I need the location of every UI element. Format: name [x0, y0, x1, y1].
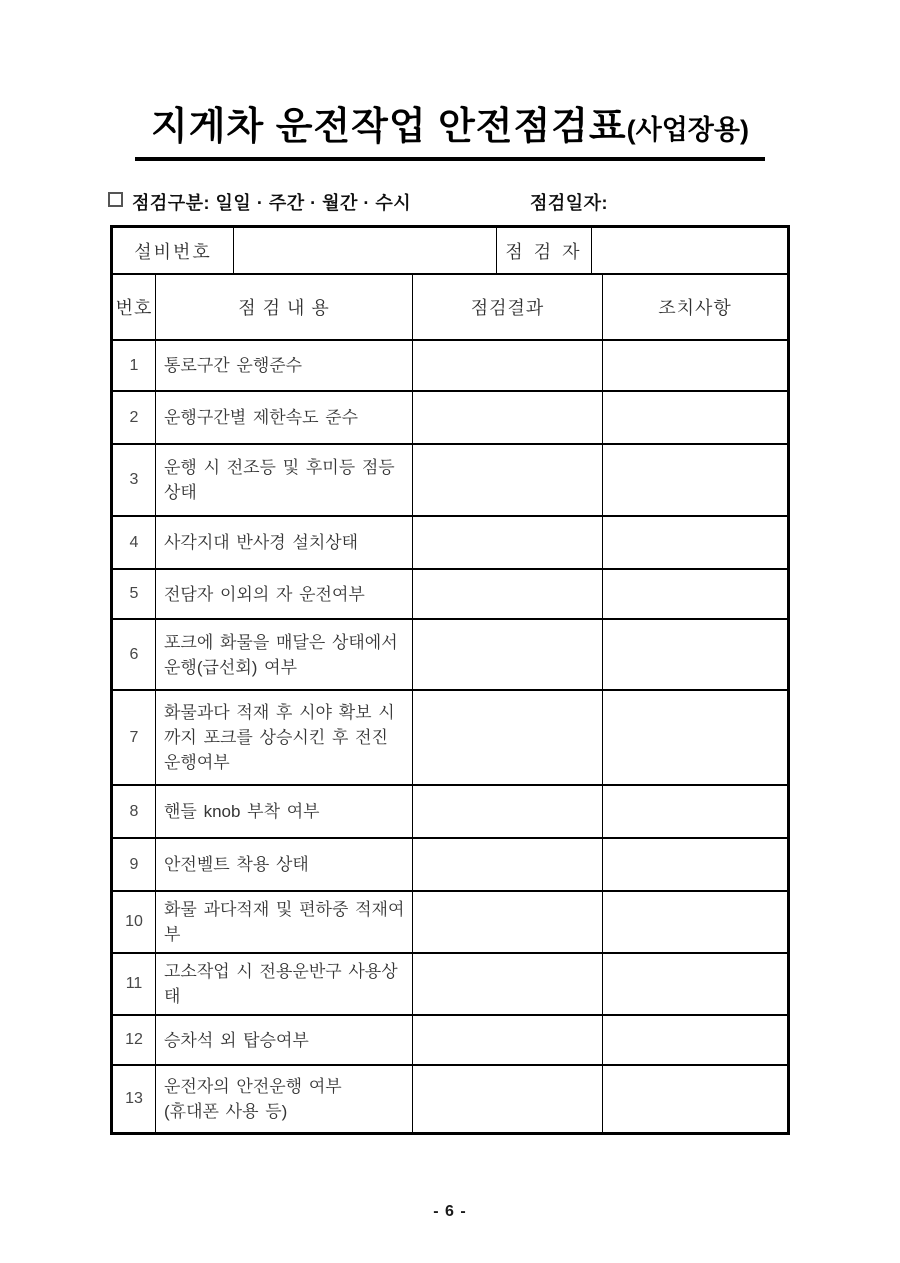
page-title-suffix: (사업장용) — [626, 115, 749, 145]
row-number: 5 — [129, 585, 139, 602]
row-number: 10 — [125, 913, 143, 930]
row-content: 전담자 이외의 자 운전여부 — [155, 570, 412, 618]
result-cell[interactable] — [412, 570, 602, 618]
row-content: 운행구간별 제한속도 준수 — [155, 392, 412, 443]
action-cell[interactable] — [602, 786, 787, 837]
title-underline — [135, 95, 765, 161]
action-cell[interactable] — [602, 839, 787, 890]
row-content: 운전자의 안전운행 여부 (휴대폰 사용 등) — [155, 1066, 412, 1132]
row-number: 4 — [129, 533, 139, 551]
page-number: - 6 - — [433, 1203, 467, 1220]
result-cell[interactable] — [412, 620, 602, 689]
table-row — [113, 618, 787, 689]
result-cell[interactable] — [412, 1066, 602, 1132]
inspection-type-label: 점검구분: 일일 · 주간 · 월간 · 수시 — [132, 193, 412, 213]
row-content: 안전벨트 착용 상태 — [155, 839, 412, 890]
table-header-row — [113, 273, 787, 339]
action-cell[interactable] — [602, 392, 787, 443]
equipment-number-field[interactable] — [233, 228, 496, 273]
result-cell[interactable] — [412, 392, 602, 443]
inspection-meta-line — [108, 189, 790, 213]
inspector-label: 점 검 자 — [496, 228, 591, 273]
result-cell[interactable] — [412, 445, 602, 515]
table-row — [113, 390, 787, 443]
page-title: 지게차 운전작업 안전점검표 — [151, 106, 627, 148]
row-number: 13 — [125, 1090, 143, 1107]
table-row — [113, 784, 787, 837]
action-cell[interactable] — [602, 570, 787, 618]
row-content: 운행 시 전조등 및 후미등 점등 상태 — [155, 445, 412, 515]
row-content: 승차석 외 탑승여부 — [155, 1016, 412, 1064]
table-row — [113, 443, 787, 515]
row-content: 핸들 knob 부착 여부 — [155, 786, 412, 837]
table-row — [113, 339, 787, 390]
action-cell[interactable] — [602, 341, 787, 390]
row-number: 2 — [129, 408, 139, 426]
row-number: 3 — [129, 471, 139, 488]
equipment-number-label: 설비번호 — [134, 241, 212, 262]
table-row — [113, 568, 787, 618]
result-cell[interactable] — [412, 517, 602, 568]
table-row — [113, 952, 787, 1014]
row-number: 9 — [129, 855, 139, 873]
table-row — [113, 1014, 787, 1064]
row-content: 고소작업 시 전용운반구 사용상태 — [155, 954, 412, 1014]
result-cell[interactable] — [412, 786, 602, 837]
row-number: 11 — [125, 975, 143, 992]
row-number: 6 — [129, 645, 139, 663]
action-cell[interactable] — [602, 1066, 787, 1132]
row-number: 1 — [129, 356, 139, 374]
inspection-date-label: 점검일자: — [530, 193, 609, 213]
action-cell[interactable] — [602, 517, 787, 568]
row-content: 화물과다 적재 후 시야 확보 시 까지 포크를 상승시킨 후 전진 운행여부 — [155, 691, 412, 784]
row-content: 사각지대 반사경 설치상태 — [155, 517, 412, 568]
result-cell[interactable] — [412, 954, 602, 1014]
table-row — [113, 515, 787, 568]
result-cell[interactable] — [412, 892, 602, 952]
row-content: 통로구간 운행준수 — [155, 341, 412, 390]
header-content: 점 검 내 용 — [155, 275, 412, 339]
header-no: 번호 — [115, 298, 153, 318]
action-cell[interactable] — [602, 954, 787, 1014]
inspection-type-checkbox[interactable] — [108, 192, 123, 207]
table-row — [113, 1064, 787, 1132]
action-cell[interactable] — [602, 691, 787, 784]
table-row — [113, 890, 787, 952]
inspection-table — [110, 225, 790, 1135]
action-cell[interactable] — [602, 892, 787, 952]
row-number: 12 — [125, 1031, 143, 1048]
row-content: 포크에 화물을 매달은 상태에서 운행(급선회) 여부 — [155, 620, 412, 689]
inspector-field[interactable] — [591, 228, 787, 273]
action-cell[interactable] — [602, 620, 787, 689]
action-cell[interactable] — [602, 445, 787, 515]
row-number: 8 — [129, 802, 139, 820]
result-cell[interactable] — [412, 1016, 602, 1064]
row-content: 화물 과다적재 및 편하중 적재여 부 — [155, 892, 412, 952]
title-block — [0, 95, 900, 161]
table-row — [113, 837, 787, 890]
table-row — [113, 689, 787, 784]
equipment-row — [113, 228, 787, 273]
header-action: 조치사항 — [602, 275, 787, 339]
result-cell[interactable] — [412, 341, 602, 390]
result-cell[interactable] — [412, 839, 602, 890]
header-result: 점검결과 — [412, 275, 602, 339]
result-cell[interactable] — [412, 691, 602, 784]
row-number: 7 — [129, 728, 139, 746]
action-cell[interactable] — [602, 1016, 787, 1064]
